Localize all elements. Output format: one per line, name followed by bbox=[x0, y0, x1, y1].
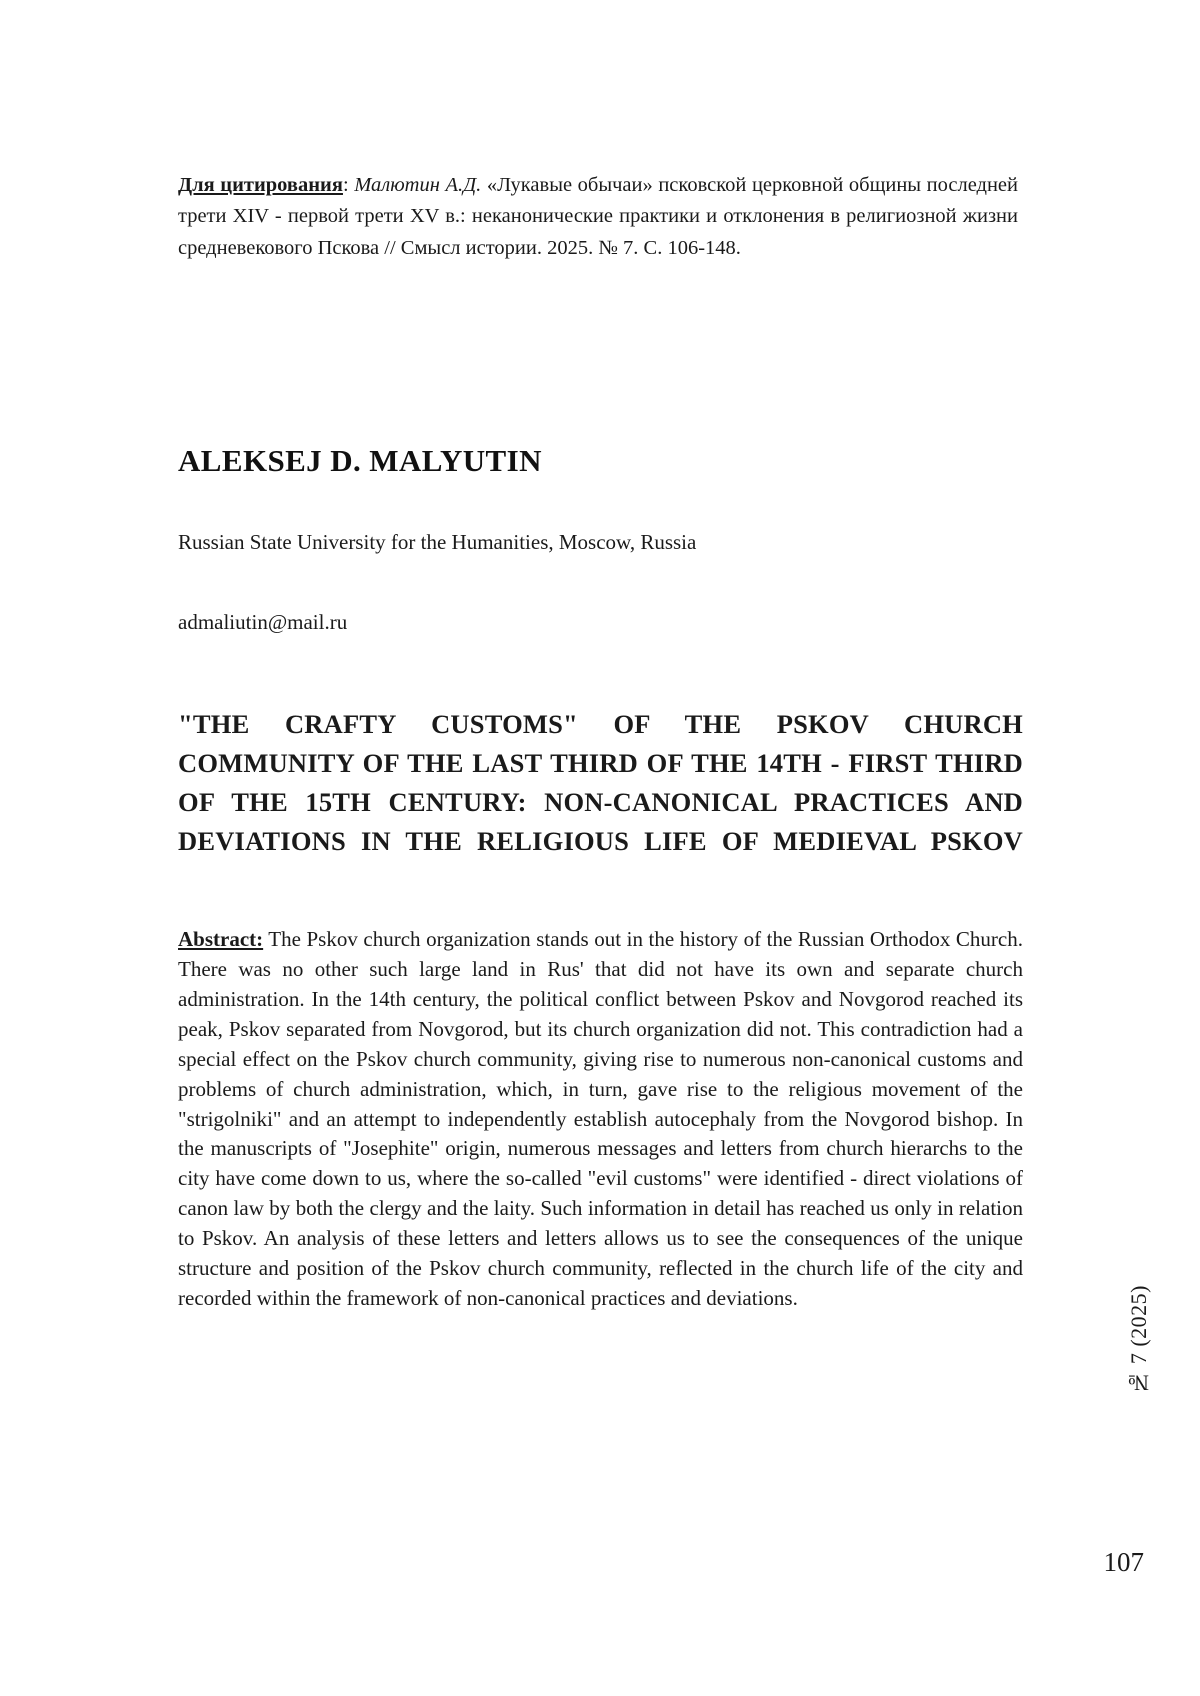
citation-paragraph bbox=[178, 170, 1018, 264]
author-email: admaliutin@mail.ru bbox=[178, 610, 348, 634]
citation-author: Малютин А.Д. bbox=[354, 174, 482, 196]
abstract-label: Abstract: bbox=[178, 927, 264, 951]
citation-label: Для цитирования bbox=[178, 174, 343, 196]
abstract-text: The Pskov church organization stands out in the history of the Russian Orthodox Church. There was no other such large land in Rus' that did not have its own and separate church administration. In the 14th century, the political conflict between Pskov and Novgorod reached its peak, Pskov separated from Novgorod, but its church organization did not. This contradiction had a special effect on the Pskov church community, giving rise to numerous non-canonical customs and problems of church administration, which, in turn, gave rise to the religious movement of the "strigolniki" and an attempt to independently establish autocephaly from the Novgorod bishop. In the manuscripts of "Josephite" origin, numerous messages and letters from church hierarchs to the city have come down to us, where the so-called "evil customs" were identified - direct violations of canon law by both the clergy and the laity. Such information in detail has reached us only in relation to Pskov. An analysis of these letters and letters allows us to see the consequences of the unique structure and position of the Pskov church community, reflected in the church life of the city and recorded within the framework of non-canonical practices and deviations. bbox=[178, 927, 1023, 1311]
page-number: 107 bbox=[1103, 1547, 1144, 1577]
author-name: ALEKSEJ D. MALYUTIN bbox=[178, 443, 542, 478]
author-affiliation: Russian State University for the Humanities, Moscow, Russia bbox=[178, 530, 697, 554]
citation-separator: : bbox=[342, 174, 355, 196]
abstract-block bbox=[178, 925, 1023, 1314]
issue-marker: № 7 (2025) bbox=[1126, 1285, 1151, 1396]
citation-text: «Лукавые обычаи» псковской церковной общины последней трети XIV - первой трети XV в.: неканонические практики и отклонения в религиозной жизни средневекового Пскова // Смысл истории. 2025. № 7. С. 106-148. bbox=[178, 174, 1019, 259]
citation-block bbox=[178, 170, 1018, 264]
article-title: "THE CRAFTY CUSTOMS" OF THE PSKOV CHURCH COMMUNITY OF THE LAST THIRD OF THE 14TH - FIRST THIRD OF THE 15TH CENTURY: NON-CANONICAL PRACTICES AND DEVIATIONS IN THE RELIGIOUS LIFE OF MEDIEVAL PSKOV bbox=[178, 708, 1023, 856]
